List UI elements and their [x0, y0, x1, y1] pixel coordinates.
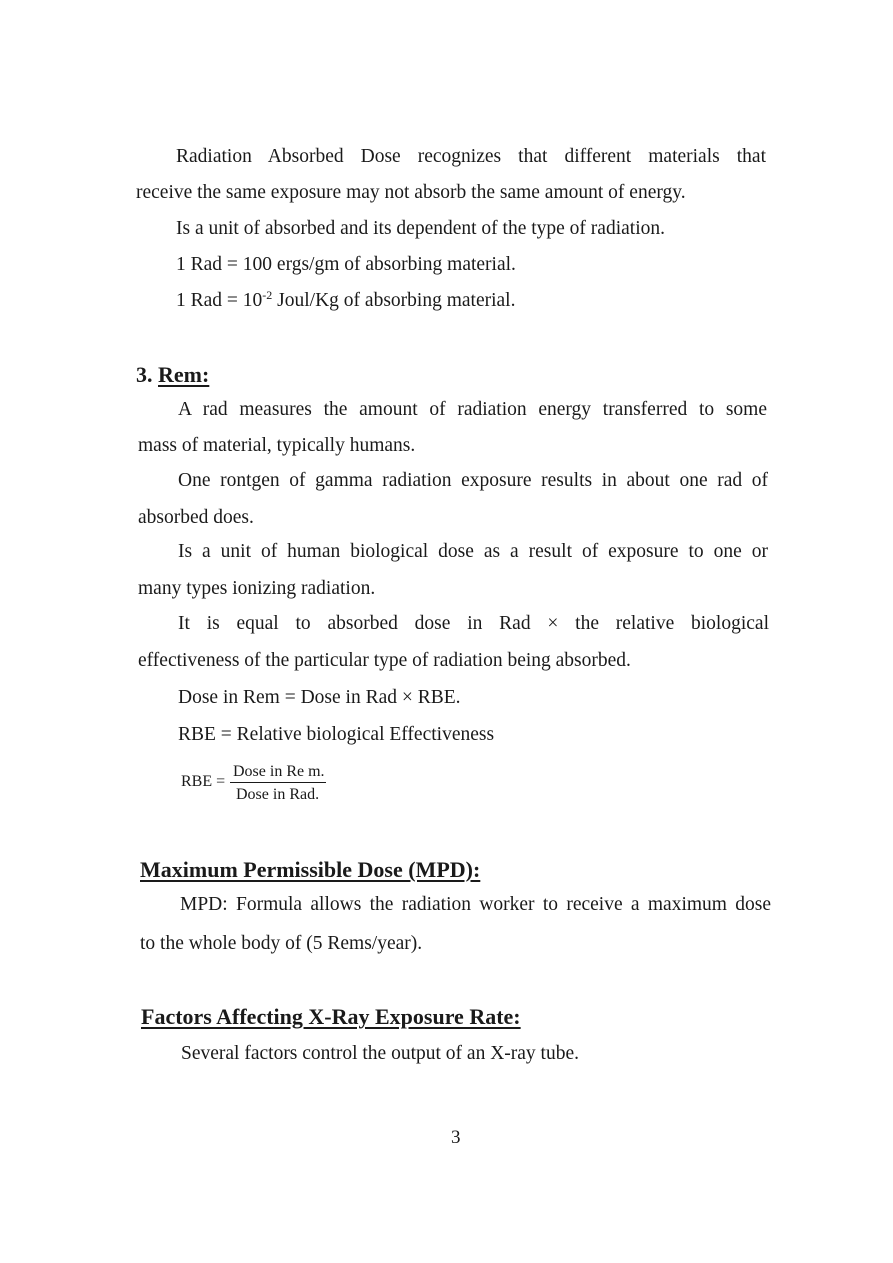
rem-heading: 3. Rem: [136, 362, 210, 387]
rem-paragraph-4-line-1: It is equal to absorbed dose in Rad × the relative biological [178, 613, 769, 634]
rem-paragraph-4-line-2: effectiveness of the particular type of radiation being absorbed. [138, 650, 631, 671]
rbe-fraction-numerator: Dose in Re m. [233, 763, 325, 780]
rad-paragraph-line-1: Radiation Absorbed Dose recognizes that different materials that [176, 146, 766, 167]
rbe-definition: RBE = Relative biological Effectiveness [178, 724, 495, 745]
rad-unit-description: Is a unit of absorbed and its dependent of the type of radiation. [176, 218, 665, 239]
rem-formula: Dose in Rem = Dose in Rad × RBE. [178, 687, 461, 708]
mpd-heading: Maximum Permissible Dose (MPD): [140, 857, 481, 882]
rem-paragraph-2-line-1: One rontgen of gamma radiation exposure results in about one rad of [178, 470, 768, 491]
rbe-fraction-label: RBE = [181, 773, 226, 790]
factors-line-1: Several factors control the output of an X-ray tube. [181, 1043, 579, 1064]
rem-paragraph-1-line-2: mass of material, typically humans. [138, 435, 416, 456]
rem-paragraph-3-line-2: many types ionizing radiation. [138, 578, 376, 599]
rem-paragraph-3-line-1: Is a unit of human biological dose as a result of exposure to one or [178, 541, 768, 562]
rad-equation-ergs: 1 Rad = 100 ergs/gm of absorbing material. [176, 254, 516, 275]
rad-paragraph-line-2: receive the same exposure may not absorb the same amount of energy. [136, 182, 686, 203]
page-number: 3 [451, 1127, 461, 1148]
rem-paragraph-2-line-2: absorbed does. [138, 507, 254, 528]
exponent: -2 [262, 288, 273, 302]
mpd-line-1: MPD: Formula allows the radiation worker to receive a maximum dose [180, 894, 771, 915]
rem-paragraph-1-line-1: A rad measures the amount of radiation energy transferred to some [178, 399, 767, 420]
fraction-bar [230, 782, 326, 783]
mpd-line-2: to the whole body of (5 Rems/year). [140, 933, 423, 954]
rad-equation-joules: 1 Rad = $10^{-2}$ Joul/Kg of absorbing material. [176, 288, 516, 311]
factors-heading: Factors Affecting X-Ray Exposure Rate: [141, 1004, 521, 1029]
rbe-fraction-denominator: Dose in Rad. [236, 786, 320, 803]
